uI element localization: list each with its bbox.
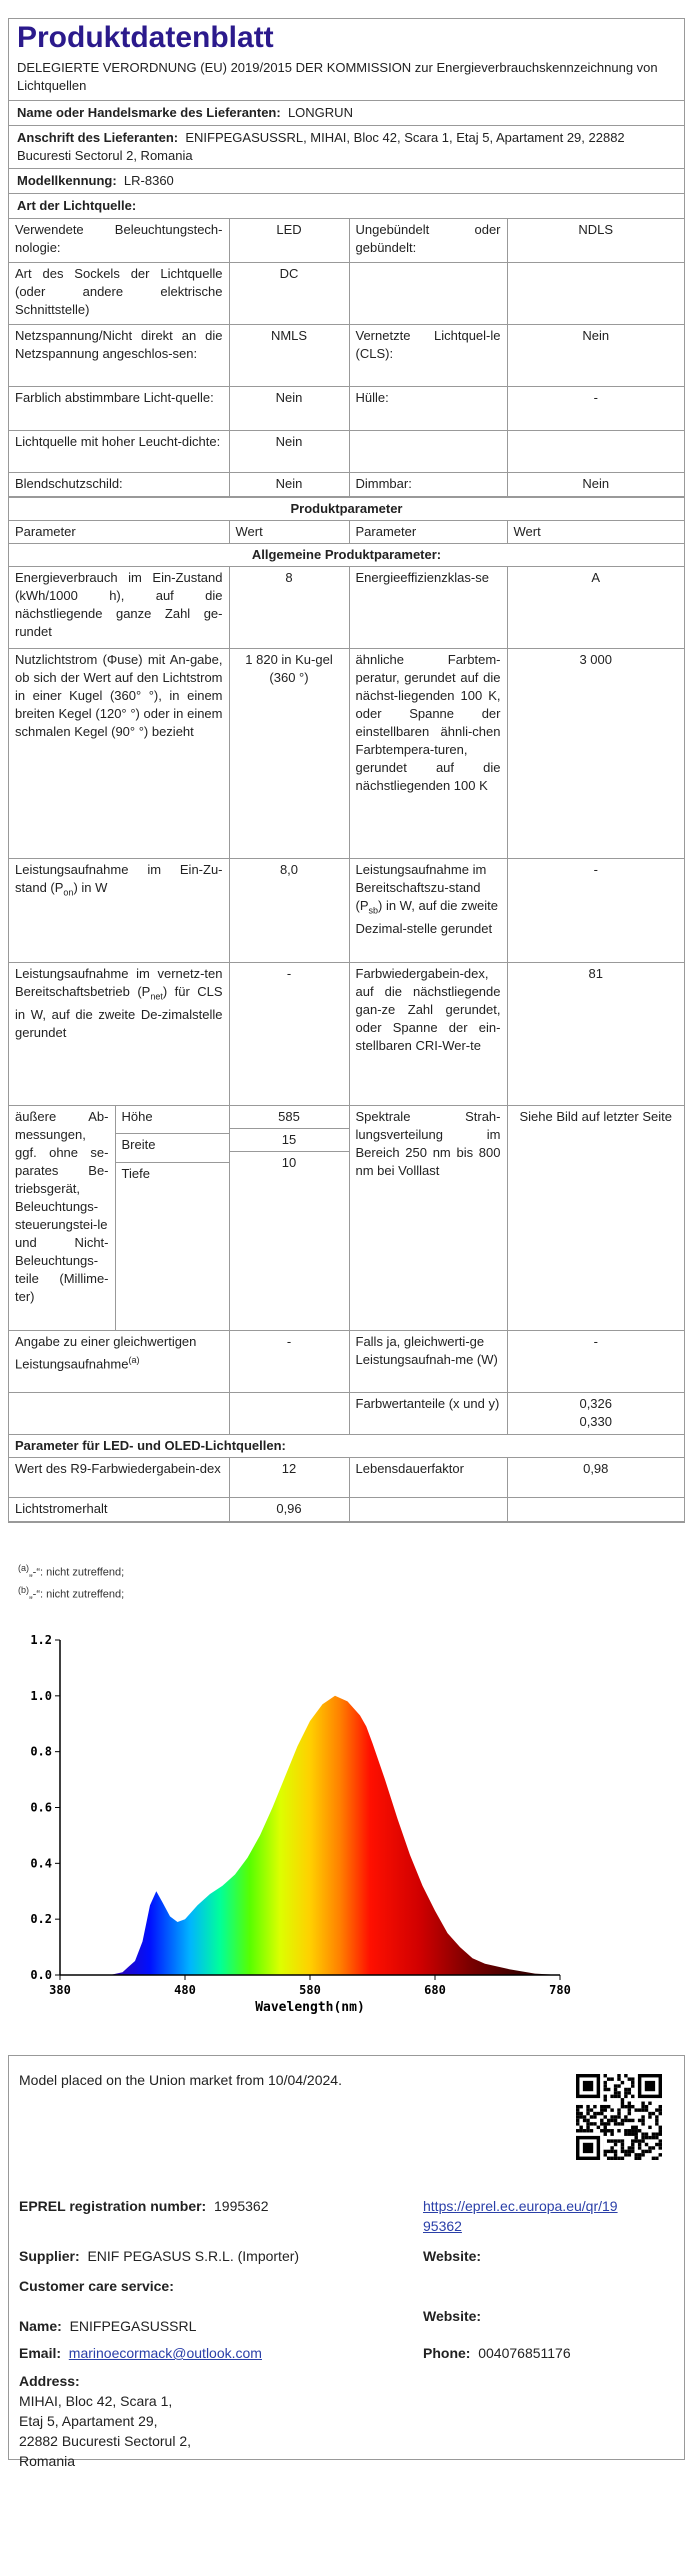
eprel-supplier-value: ENIF PEGASUS S.R.L. (Importer) — [87, 2248, 300, 2264]
address-line: Romania — [19, 2453, 76, 2469]
led-row-1-cell-2 — [349, 1498, 507, 1522]
model-row — [9, 169, 684, 194]
email-link[interactable]: marinoecormack@outlook.com — [68, 2345, 262, 2361]
y-tick-label: 0.8 — [30, 1744, 52, 1759]
light-row-1-cell-1: DC — [229, 263, 349, 325]
y-tick-label: 1.2 — [30, 1633, 52, 1647]
light-type-heading-text: Art der Lichtquelle: — [17, 198, 137, 213]
power-on-label: Leistungsaufnahme im Ein-Zu-stand $(P_{on})$ in W — [9, 859, 229, 963]
gen-row-0-cell-0: Energieverbrauch im Ein-Zustand (kWh/1000 h), auf die nächstliegende ganze Zahl ge-rundet — [9, 567, 229, 649]
model-label: Modellkennung: — [17, 173, 117, 188]
light-source-table — [9, 218, 684, 497]
light-row-1-cell-3 — [507, 263, 684, 325]
eprel-info-panel — [8, 2055, 685, 2469]
width-label: Breite — [115, 1134, 167, 1162]
spectral-distribution-value: Siehe Bild auf letzter Seite — [507, 1106, 684, 1331]
page-title: Produktdatenblatt — [17, 21, 274, 54]
product-data-sheet — [8, 18, 685, 1523]
x-tick-label: 580 — [299, 1983, 321, 1997]
phone-row — [423, 2343, 571, 2363]
col-header-value-2: Wert — [507, 521, 684, 544]
light-row-0-cell-3: NDLS — [507, 219, 684, 263]
y-tick-label: 0.2 — [30, 1912, 52, 1927]
gen-row-0-cell-3: A — [507, 567, 684, 649]
networked-standby-value: - — [229, 963, 349, 1106]
light-row-2-cell-3: Nein — [507, 325, 684, 387]
footnote-b: $^{(b)}$„-“: nicht zutreffend; — [18, 1584, 125, 1601]
x-tick-label: 380 — [49, 1983, 71, 1997]
light-row-2-cell-0: Netzspannung/Nicht direkt an die Netzspannung angeschlos-sen: — [9, 325, 229, 387]
gen-row-1-cell-3: 3 000 — [507, 649, 684, 859]
market-placement-text: Model placed on the Union market from 10/04/2024. — [19, 2072, 342, 2088]
gen-row-0-cell-1: 8 — [229, 567, 349, 649]
equivalent-power-label: Angabe zu einer gleichwertigen Leistungsaufnahme$^{(a)}$ — [9, 1331, 229, 1393]
product-params-heading: Produktparameter — [9, 498, 684, 521]
networked-standby-label: Leistungsaufnahme im vernetz-ten Bereitschaftsbetrieb $(P_{net})$ für CLS in W, auf die zweite De-zimalstelle gerundet — [9, 963, 229, 1106]
eprel-reg-value: 1995362 — [214, 2198, 269, 2214]
eprel-supplier-label: Supplier: — [19, 2248, 80, 2264]
y-tick-label: 0.0 — [30, 1968, 52, 1982]
address-heading: Address: — [19, 2373, 80, 2389]
supplier-row — [9, 101, 684, 126]
light-row-4-cell-0: Lichtquelle mit hoher Leucht-dichte: — [9, 431, 229, 473]
light-row-3-cell-1: Nein — [229, 387, 349, 431]
led-row-0-cell-1: 12 — [229, 1458, 349, 1498]
light-row-2-cell-2: Vernetzte Lichtquel-le (CLS): — [349, 325, 507, 387]
address-block — [19, 2391, 191, 2471]
led-row-1-cell-3 — [507, 1498, 684, 1522]
email-row — [19, 2343, 262, 2363]
light-row-3-cell-2: Hülle: — [349, 387, 507, 431]
address-row — [9, 126, 684, 169]
website-label: Website: — [423, 2248, 482, 2264]
col-header-value: Wert — [229, 521, 349, 544]
depth-value: 10 — [281, 1155, 297, 1170]
regulation-subtitle: DELEGIERTE VERORDNUNG (EU) 2019/2015 DER KOMMISSION zur Energieverbrauchskennzeichnung von Lichtquellen — [9, 59, 684, 101]
standby-power-label: Leistungsaufnahme im Bereitschaftszu-stand $(P_{sb})$ in W, auf die zweite Dezimal-stelle gerundet — [349, 859, 507, 963]
light-row-0-cell-2: Ungebündelt oder gebündelt: — [349, 219, 507, 263]
footnote-a: $^{(a)}$„-“: nicht zutreffend; — [18, 1563, 125, 1579]
spectral-distribution-chart — [8, 1620, 571, 2020]
gen-row-0-cell-2: Energieeffizienzklas-se — [349, 567, 507, 649]
model-value: LR-8360 — [123, 173, 174, 188]
power-on-value: 8,0 — [229, 859, 349, 963]
gen-row-1-cell-0: Nutzlichtstrom (Φuse) mit An-gabe, ob sich der Wert auf den Lichtstrom in einer Kugel (360° °), in einem breiten Kegel (120° °) oder in einem schmalen Kegel (90° °) bezieht — [9, 649, 229, 859]
light-type-heading — [9, 194, 684, 218]
light-row-4-cell-2 — [349, 431, 507, 473]
spectral-distribution-label: Spektrale Strah-lungsverteilung im Bereich 250 nm bis 800 nm bei Volllast — [349, 1106, 507, 1331]
supplier-value: LONGRUN — [287, 105, 353, 120]
chromaticity-value — [507, 1393, 684, 1435]
chromaticity-x: 0,326 — [579, 1396, 613, 1411]
x-tick-label: 480 — [174, 1983, 196, 1997]
led-params-heading: Parameter für LED- und OLED-Lichtquellen: — [9, 1435, 684, 1458]
depth-value-spacer — [167, 1162, 229, 1190]
standby-power-value: - — [507, 859, 684, 963]
care-name-row — [19, 2316, 196, 2336]
chromaticity-label: Farbwertanteile (x und y) — [349, 1393, 507, 1435]
email-label: Email: — [19, 2345, 62, 2361]
width-value: 15 — [230, 1129, 349, 1152]
light-row-4-cell-1: Nein — [229, 431, 349, 473]
eprel-reg-row — [19, 2196, 269, 2216]
website-label-2: Website: — [423, 2308, 482, 2324]
col-header-parameter-2: Parameter — [349, 521, 507, 544]
supplier-label: Name oder Handelsmarke des Lieferanten: — [17, 105, 281, 120]
phone-label: Phone: — [423, 2345, 471, 2361]
address-line: 22882 Bucuresti Sectorul 2, — [19, 2433, 191, 2449]
chromaticity-y: 0,330 — [579, 1414, 613, 1429]
cri-value: 81 — [507, 963, 684, 1106]
led-row-1-cell-0: Lichtstromerhalt — [9, 1498, 229, 1522]
equivalent-power-w-value: - — [507, 1331, 684, 1393]
product-parameters-table — [9, 497, 684, 1522]
care-name-value: ENIFPEGASUSSRL — [69, 2318, 197, 2334]
led-row-0-cell-0: Wert des R9-Farbwiedergabein-dex — [9, 1458, 229, 1498]
light-row-5-cell-1: Nein — [229, 473, 349, 497]
address-line: Etaj 5, Apartament 29, — [19, 2413, 158, 2429]
led-row-0-cell-2: Lebensdauerfaktor — [349, 1458, 507, 1498]
light-row-3-cell-0: Farblich abstimmbare Licht-quelle: — [9, 387, 229, 431]
x-axis-label: Wavelength(nm) — [255, 2000, 365, 2015]
y-tick-label: 0.4 — [30, 1856, 52, 1871]
x-tick-label: 780 — [549, 1983, 571, 1997]
height-label: Höhe — [115, 1106, 167, 1134]
light-row-2-cell-1: NMLS — [229, 325, 349, 387]
light-row-5-cell-3: Nein — [507, 473, 684, 497]
dimensions-values — [229, 1106, 349, 1331]
light-row-5-cell-0: Blendschutzschild: — [9, 473, 229, 497]
gen-row-1-cell-1: 1 820 in Ku-gel (360 °) — [229, 649, 349, 859]
col-header-parameter: Parameter — [9, 521, 229, 544]
light-row-0-cell-1: LED — [229, 219, 349, 263]
gen-row-1-cell-2: ähnliche Farbtem-peratur, gerundet auf die nächst-liegenden 100 K, oder Spanne der einstellbaren ähnli-chen Farbtempera-turen, gerundet auf die nächstliegenden 100 K — [349, 649, 507, 859]
eprel-link[interactable]: https://eprel.ec.europa.eu/qr/19 95362 — [423, 2198, 618, 2234]
height-value-spacer — [167, 1106, 229, 1134]
light-row-5-cell-2: Dimmbar: — [349, 473, 507, 497]
spectrum-area — [60, 1696, 560, 1975]
light-row-1-cell-2 — [349, 263, 507, 325]
address-label: Anschrift des Lieferanten: — [17, 130, 179, 145]
address-value: ENIFPEGASUSSRL, MIHAI, Bloc 42, Scara 1, Etaj 5, Apartament 29, 22882 Bucuresti Sectorul 2, Romania — [17, 130, 625, 163]
height-value: 585 — [230, 1106, 349, 1129]
customer-care-label: Customer care service: — [19, 2278, 174, 2294]
equivalent-power-value: - — [229, 1331, 349, 1393]
led-row-0-cell-3: 0,98 — [507, 1458, 684, 1498]
supplier-info-row — [19, 2246, 299, 2266]
light-row-0-cell-0: Verwendete Beleuchtungstech-nologie: — [9, 219, 229, 263]
led-row-1-cell-1: 0,96 — [229, 1498, 349, 1522]
qr-code-icon[interactable] — [576, 2074, 662, 2160]
light-row-3-cell-3: - — [507, 387, 684, 431]
y-tick-label: 0.6 — [30, 1800, 52, 1815]
general-params-heading: Allgemeine Produktparameter: — [9, 544, 684, 567]
cri-label: Farbwiedergabein-dex, auf die nächstliegende gan-ze Zahl gerundet, oder Spanne der ein-stellbaren CRI-Wer-te — [349, 963, 507, 1106]
y-tick-label: 1.0 — [30, 1688, 52, 1703]
dimensions-cell — [9, 1106, 229, 1331]
light-row-4-cell-3 — [507, 431, 684, 473]
eprel-reg-label: EPREL registration number: — [19, 2198, 207, 2214]
depth-label: Tiefe — [121, 1165, 150, 1181]
width-value-spacer — [167, 1134, 229, 1162]
phone-value: 004076851176 — [478, 2345, 571, 2361]
dimensions-label: äußere Ab-messungen, ggf. ohne se-parates Be-triebsgerät, Beleuchtungs-steuerungstei-le und Nicht-Beleuchtungs-teile (Millime-ter) — [9, 1106, 115, 1330]
light-row-1-cell-0: Art des Sockels der Lichtquelle (oder andere elektrische Schnittstelle) — [9, 263, 229, 325]
x-tick-label: 680 — [424, 1983, 446, 1997]
equivalent-power-w-label: Falls ja, gleichwerti-ge Leistungsaufnah-me (W) — [349, 1331, 507, 1393]
care-name-label: Name: — [19, 2318, 62, 2334]
address-line: MIHAI, Bloc 42, Scara 1, — [19, 2393, 173, 2409]
footnotes — [18, 1560, 124, 1603]
